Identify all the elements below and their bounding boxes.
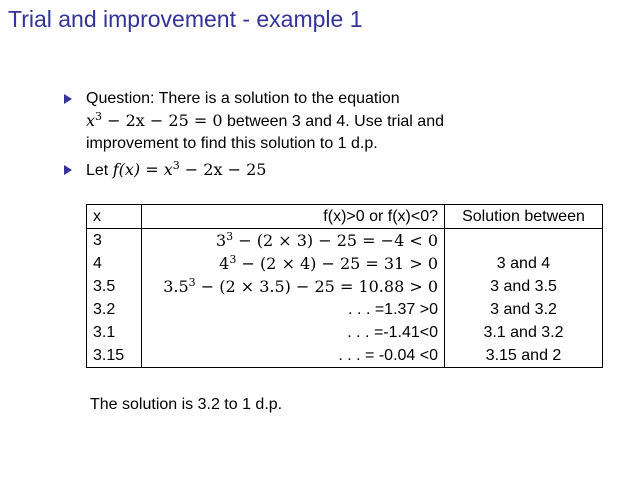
cell-x: 3.15 <box>87 344 142 368</box>
triangle-bullet-icon <box>64 165 72 175</box>
function-definition: f(x) = x <box>112 160 173 179</box>
cell-calculation: $3.5^3 - (2 \times 3.5) - 25 = 10.88 > 0$ <box>142 275 445 298</box>
cell-solution: 3 and 3.2 <box>445 298 603 321</box>
function-exponent: 3 <box>172 159 180 172</box>
header-sign: f(x)>0 or f(x)<0? <box>142 205 445 229</box>
cell-calculation: . . . =1.37 >0 <box>142 298 445 321</box>
table-row <box>87 298 603 321</box>
header-x: x <box>87 205 142 229</box>
cell-calculation: . . . = -0.04 <0 <box>142 344 445 368</box>
question-text <box>86 88 506 155</box>
table-header-row <box>87 205 603 229</box>
definition-prefix: Let <box>86 162 113 179</box>
page-title: Trial and improvement - example 1 <box>8 6 363 32</box>
conclusion-text: The solution is 3.2 to 1 d.p. <box>90 396 283 413</box>
bullet-item-question <box>64 88 624 155</box>
question-prefix: Question: There is a solution to the equation <box>86 90 400 107</box>
trial-table <box>86 204 603 368</box>
cell-solution <box>445 229 603 253</box>
cell-calculation: . . . =-1.41<0 <box>142 321 445 344</box>
cell-x: 4 <box>87 252 142 275</box>
table-row <box>87 252 603 275</box>
cell-solution: 3.15 and 2 <box>445 344 603 368</box>
cell-calculation: $3^3 - (2 \times 3) - 25 = -4 < 0$ <box>142 229 445 253</box>
cell-solution: 3.1 and 3.2 <box>445 321 603 344</box>
triangle-bullet-icon <box>64 94 72 104</box>
table-row <box>87 344 603 368</box>
cell-solution: 3 and 3.5 <box>445 275 603 298</box>
question-suffix: between 3 and 4. Use trial and improvement to find this solution to 1 d.p. <box>86 113 444 152</box>
table-row <box>87 229 603 253</box>
cell-x: 3.2 <box>87 298 142 321</box>
equation-exponent: 3 <box>95 110 103 123</box>
table-row <box>87 275 603 298</box>
cell-x: 3 <box>87 229 142 253</box>
bullet-list <box>64 88 624 186</box>
equation-rest: − 2x − 25 = 0 <box>102 111 223 130</box>
definition-text <box>86 159 506 182</box>
header-solution: Solution between <box>445 205 603 229</box>
table-row <box>87 321 603 344</box>
bullet-item-definition <box>64 159 624 182</box>
cell-x: 3.1 <box>87 321 142 344</box>
cell-calculation: $4^3 - (2 \times 4) - 25 = 31 > 0$ <box>142 252 445 275</box>
equation-variable: x <box>86 111 96 130</box>
function-rest: − 2x − 25 <box>179 160 267 179</box>
cell-solution: 3 and 4 <box>445 252 603 275</box>
cell-x: 3.5 <box>87 275 142 298</box>
